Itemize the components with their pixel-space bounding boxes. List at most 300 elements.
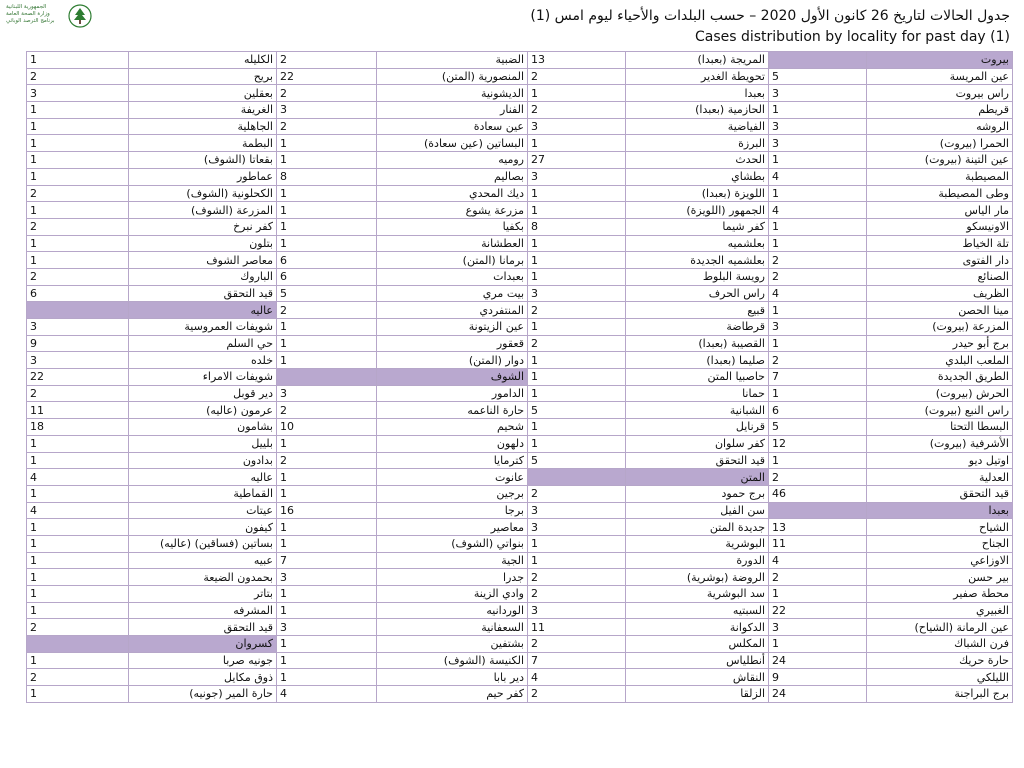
locality-name-cell: المكلس [626, 636, 769, 653]
locality-name-cell: قيد التحقق [867, 485, 1013, 502]
case-count-cell: 7 [528, 652, 626, 669]
locality-name-cell: قيد التحقق [129, 619, 277, 636]
locality-name-cell: بعلشميه [626, 235, 769, 252]
case-count-cell: 13 [528, 52, 626, 69]
case-count-cell: 6 [27, 285, 129, 302]
case-count-cell: 3 [769, 319, 867, 336]
locality-name-cell: الملعب البلدي [867, 352, 1013, 369]
locality-name-cell: برج أبو حيدر [867, 335, 1013, 352]
logo-line: برنامج الترصد الوبائي [6, 18, 55, 24]
locality-name-cell: عين الرمانة (الشياح) [867, 619, 1013, 636]
case-count-cell: 5 [769, 68, 867, 85]
district-heading-cell: الشوف [377, 369, 528, 386]
case-count-cell: 1 [27, 435, 129, 452]
case-count-cell: 2 [528, 586, 626, 603]
locality-name-cell: القصيبة (بعبدا) [626, 335, 769, 352]
table-row [27, 118, 1013, 135]
locality-name-cell: حارة الناعمه [377, 402, 528, 419]
table-row [27, 552, 1013, 569]
locality-name-cell: قيد التحقق [626, 452, 769, 469]
locality-name-cell: الجية [377, 552, 528, 569]
locality-name-cell: اللويزة (بعبدا) [626, 185, 769, 202]
case-count-cell: 1 [27, 485, 129, 502]
case-count-cell: 11 [27, 402, 129, 419]
locality-name-cell: أنطلياس [626, 652, 769, 669]
table-row [27, 52, 1013, 69]
case-count-cell: 2 [769, 252, 867, 269]
locality-name-cell: بعبدا [626, 85, 769, 102]
case-count-cell: 1 [769, 452, 867, 469]
section-fill-cell [528, 469, 626, 486]
locality-name-cell: المريجة (بعبدا) [626, 52, 769, 69]
locality-name-cell: البساتين (عين سعادة) [377, 135, 528, 152]
case-count-cell: 1 [27, 235, 129, 252]
locality-name-cell: السعفانية [377, 619, 528, 636]
locality-name-cell: العطشانة [377, 235, 528, 252]
section-fill-cell [769, 502, 867, 519]
case-count-cell: 4 [277, 686, 377, 703]
case-count-cell: 11 [769, 535, 867, 552]
case-count-cell: 3 [528, 502, 626, 519]
locality-name-cell: بقعاتا (الشوف) [129, 152, 277, 169]
locality-name-cell: معاصر الشوف [129, 252, 277, 269]
case-count-cell: 1 [769, 235, 867, 252]
case-count-cell: 13 [769, 519, 867, 536]
case-count-cell: 2 [277, 302, 377, 319]
locality-name-cell: قيد التحقق [129, 285, 277, 302]
table-row [27, 202, 1013, 219]
district-heading-cell: المتن [626, 469, 769, 486]
table-row [27, 252, 1013, 269]
case-count-cell: 10 [277, 419, 377, 436]
case-count-cell: 2 [528, 686, 626, 703]
locality-name-cell: قعقور [377, 335, 528, 352]
table-row [27, 652, 1013, 669]
locality-name-cell: دير قوبل [129, 385, 277, 402]
locality-name-cell: الزلقا [626, 686, 769, 703]
case-count-cell: 2 [528, 636, 626, 653]
locality-name-cell: المزرعة (الشوف) [129, 202, 277, 219]
cases-table-body [27, 52, 1013, 703]
locality-name-cell: الصنائع [867, 268, 1013, 285]
case-count-cell: 9 [769, 669, 867, 686]
case-count-cell: 6 [277, 252, 377, 269]
table-row [27, 168, 1013, 185]
section-fill-cell [277, 369, 377, 386]
locality-name-cell: بشامون [129, 419, 277, 436]
locality-name-cell: قبيع [626, 302, 769, 319]
table-row [27, 369, 1013, 386]
table-row [27, 218, 1013, 235]
case-count-cell: 1 [528, 435, 626, 452]
locality-name-cell: الليلكي [867, 669, 1013, 686]
case-count-cell: 1 [277, 535, 377, 552]
cedar-emblem-icon [68, 4, 92, 28]
locality-name-cell: بصاليم [377, 168, 528, 185]
case-count-cell: 3 [769, 85, 867, 102]
locality-name-cell: برجا [377, 502, 528, 519]
table-row [27, 319, 1013, 336]
case-count-cell: 1 [769, 218, 867, 235]
case-count-cell: 1 [277, 202, 377, 219]
case-count-cell: 1 [27, 652, 129, 669]
locality-name-cell: راس النبع (بيروت) [867, 402, 1013, 419]
locality-name-cell: عبيه [129, 552, 277, 569]
table-row [27, 636, 1013, 653]
locality-name-cell: الحازمية (بعبدا) [626, 102, 769, 119]
case-count-cell: 3 [277, 385, 377, 402]
locality-name-cell: كفر نبرخ [129, 218, 277, 235]
case-count-cell: 2 [528, 102, 626, 119]
case-count-cell: 5 [277, 285, 377, 302]
table-row [27, 452, 1013, 469]
case-count-cell: 1 [769, 152, 867, 169]
case-count-cell: 46 [769, 485, 867, 502]
locality-name-cell: خلده [129, 352, 277, 369]
table-row [27, 669, 1013, 686]
case-count-cell: 24 [769, 652, 867, 669]
case-count-cell: 1 [528, 85, 626, 102]
locality-name-cell: الحدث [626, 152, 769, 169]
case-count-cell: 3 [769, 135, 867, 152]
locality-name-cell: المنصورية (المتن) [377, 68, 528, 85]
case-count-cell: 2 [769, 569, 867, 586]
cases-table [26, 51, 1013, 703]
locality-name-cell: بعلشميه الجديدة [626, 252, 769, 269]
table-row [27, 302, 1013, 319]
locality-name-cell: سن الفيل [626, 502, 769, 519]
locality-name-cell: راس بيروت [867, 85, 1013, 102]
locality-name-cell: فرن الشباك [867, 636, 1013, 653]
table-row [27, 385, 1013, 402]
locality-name-cell: حمانا [626, 385, 769, 402]
case-count-cell: 2 [277, 85, 377, 102]
table-row [27, 535, 1013, 552]
case-count-cell: 1 [277, 636, 377, 653]
locality-name-cell: دوار (المتن) [377, 352, 528, 369]
locality-name-cell: عيتات [129, 502, 277, 519]
locality-name-cell: عين سعادة [377, 118, 528, 135]
locality-name-cell: عين المريسة [867, 68, 1013, 85]
table-row [27, 268, 1013, 285]
case-count-cell: 12 [769, 435, 867, 452]
case-count-cell: 3 [27, 352, 129, 369]
table-row [27, 586, 1013, 603]
case-count-cell: 1 [27, 552, 129, 569]
case-count-cell: 4 [769, 552, 867, 569]
case-count-cell: 2 [27, 669, 129, 686]
case-count-cell: 1 [528, 369, 626, 386]
locality-name-cell: بتلون [129, 235, 277, 252]
locality-name-cell: كترمايا [377, 452, 528, 469]
locality-name-cell: الاونيسكو [867, 218, 1013, 235]
case-count-cell: 7 [769, 369, 867, 386]
locality-name-cell: حارة حريك [867, 652, 1013, 669]
table-row [27, 435, 1013, 452]
case-count-cell: 2 [277, 118, 377, 135]
locality-name-cell: السبتيه [626, 602, 769, 619]
district-heading-cell: عاليه [129, 302, 277, 319]
case-count-cell: 22 [277, 68, 377, 85]
locality-name-cell: المصيطبة [867, 168, 1013, 185]
locality-name-cell: النقاش [626, 669, 769, 686]
locality-name-cell: الدامور [377, 385, 528, 402]
case-count-cell: 2 [528, 335, 626, 352]
case-count-cell: 3 [769, 118, 867, 135]
locality-name-cell: شويفات الامراء [129, 369, 277, 386]
locality-name-cell: وطى المصيطبة [867, 185, 1013, 202]
locality-name-cell: بساتين (فساقين) (عاليه) [129, 535, 277, 552]
table-row [27, 519, 1013, 536]
case-count-cell: 3 [528, 285, 626, 302]
table-row [27, 502, 1013, 519]
case-count-cell: 1 [27, 168, 129, 185]
locality-name-cell: المنتفردي [377, 302, 528, 319]
locality-name-cell: برج البراجنة [867, 686, 1013, 703]
locality-name-cell: الطريق الجديدة [867, 369, 1013, 386]
table-row [27, 602, 1013, 619]
locality-name-cell: كفر سلوان [626, 435, 769, 452]
locality-name-cell: دار الفتوى [867, 252, 1013, 269]
locality-name-cell: الديشونية [377, 85, 528, 102]
locality-name-cell: مينا الحصن [867, 302, 1013, 319]
case-count-cell: 1 [277, 319, 377, 336]
case-count-cell: 1 [27, 135, 129, 152]
locality-name-cell: بيت مري [377, 285, 528, 302]
locality-name-cell: القماطية [129, 485, 277, 502]
case-count-cell: 2 [277, 402, 377, 419]
report-title-english: Cases distribution by locality for past day (1) [694, 29, 1010, 45]
case-count-cell: 1 [27, 202, 129, 219]
table-row [27, 285, 1013, 302]
case-count-cell: 3 [27, 85, 129, 102]
locality-name-cell: بريح [129, 68, 277, 85]
case-count-cell: 4 [27, 469, 129, 486]
case-count-cell: 1 [27, 118, 129, 135]
locality-name-cell: بشتفين [377, 636, 528, 653]
locality-name-cell: بعقلين [129, 85, 277, 102]
case-count-cell: 6 [277, 268, 377, 285]
locality-name-cell: البسطا التحتا [867, 419, 1013, 436]
case-count-cell: 1 [277, 519, 377, 536]
case-count-cell: 1 [27, 569, 129, 586]
table-row [27, 619, 1013, 636]
locality-name-cell: عرمون (عاليه) [129, 402, 277, 419]
case-count-cell: 5 [528, 452, 626, 469]
case-count-cell: 2 [528, 68, 626, 85]
section-fill-cell [27, 636, 129, 653]
case-count-cell: 1 [528, 319, 626, 336]
locality-name-cell: بدادون [129, 452, 277, 469]
locality-name-cell: برجين [377, 485, 528, 502]
case-count-cell: 22 [769, 602, 867, 619]
case-count-cell: 4 [769, 168, 867, 185]
locality-name-cell: صليما (بعبدا) [626, 352, 769, 369]
case-count-cell: 1 [528, 385, 626, 402]
locality-name-cell: الجمهور (اللويزة) [626, 202, 769, 219]
case-count-cell: 2 [27, 268, 129, 285]
case-count-cell: 3 [528, 602, 626, 619]
locality-name-cell: بير حسن [867, 569, 1013, 586]
case-count-cell: 1 [528, 235, 626, 252]
locality-name-cell: حارة المير (جونيه) [129, 686, 277, 703]
case-count-cell: 7 [277, 552, 377, 569]
locality-name-cell: الباروك [129, 268, 277, 285]
case-count-cell: 22 [27, 369, 129, 386]
locality-name-cell: الجاهلية [129, 118, 277, 135]
case-count-cell: 2 [27, 68, 129, 85]
case-count-cell: 4 [27, 502, 129, 519]
locality-name-cell: الأشرفية (بيروت) [867, 435, 1013, 452]
district-heading-cell: بيروت [867, 52, 1013, 69]
locality-name-cell: الجناح [867, 535, 1013, 552]
case-count-cell: 5 [769, 419, 867, 436]
case-count-cell: 3 [528, 118, 626, 135]
case-count-cell: 4 [769, 202, 867, 219]
locality-name-cell: الوردانيه [377, 602, 528, 619]
case-count-cell: 1 [27, 535, 129, 552]
case-count-cell: 1 [528, 419, 626, 436]
locality-name-cell: حاصبيا المتن [626, 369, 769, 386]
case-count-cell: 1 [528, 268, 626, 285]
locality-name-cell: تحويطة الغدير [626, 68, 769, 85]
locality-name-cell: الاوزاعي [867, 552, 1013, 569]
case-count-cell: 1 [27, 252, 129, 269]
locality-name-cell: مزرعة يشوع [377, 202, 528, 219]
locality-name-cell: المشرفه [129, 602, 277, 619]
case-count-cell: 18 [27, 419, 129, 436]
locality-name-cell: الحرش (بيروت) [867, 385, 1013, 402]
locality-name-cell: اوتيل ديو [867, 452, 1013, 469]
case-count-cell: 1 [27, 52, 129, 69]
locality-name-cell: الشبانية [626, 402, 769, 419]
district-heading-cell: كسروان [129, 636, 277, 653]
table-row [27, 686, 1013, 703]
locality-name-cell: الفياضية [626, 118, 769, 135]
case-count-cell: 1 [27, 519, 129, 536]
locality-name-cell: الضبية [377, 52, 528, 69]
case-count-cell: 2 [27, 218, 129, 235]
table-row [27, 485, 1013, 502]
case-count-cell: 3 [769, 619, 867, 636]
case-count-cell: 1 [277, 669, 377, 686]
case-count-cell: 9 [27, 335, 129, 352]
table-row [27, 469, 1013, 486]
case-count-cell: 24 [769, 686, 867, 703]
locality-name-cell: وادي الزينة [377, 586, 528, 603]
locality-name-cell: بنواتي (الشوف) [377, 535, 528, 552]
locality-name-cell: مار الياس [867, 202, 1013, 219]
case-count-cell: 1 [528, 202, 626, 219]
locality-name-cell: راس الحرف [626, 285, 769, 302]
case-count-cell: 1 [769, 302, 867, 319]
case-count-cell: 1 [277, 218, 377, 235]
locality-name-cell: شويفات العمروسية [129, 319, 277, 336]
table-row [27, 402, 1013, 419]
locality-name-cell: الشياح [867, 519, 1013, 536]
case-count-cell: 5 [528, 402, 626, 419]
case-count-cell: 3 [27, 319, 129, 336]
case-count-cell: 1 [528, 552, 626, 569]
case-count-cell: 6 [769, 402, 867, 419]
case-count-cell: 1 [27, 586, 129, 603]
case-count-cell: 1 [277, 485, 377, 502]
locality-name-cell: قريطم [867, 102, 1013, 119]
case-count-cell: 1 [769, 185, 867, 202]
table-row [27, 85, 1013, 102]
locality-name-cell: كفر حيم [377, 686, 528, 703]
case-count-cell: 3 [277, 102, 377, 119]
locality-name-cell: الفنار [377, 102, 528, 119]
case-count-cell: 1 [27, 102, 129, 119]
case-count-cell: 1 [277, 335, 377, 352]
locality-name-cell: رويسة البلوط [626, 268, 769, 285]
case-count-cell: 3 [528, 168, 626, 185]
locality-name-cell: البوشرية [626, 535, 769, 552]
case-count-cell: 2 [769, 352, 867, 369]
locality-name-cell: حي السلم [129, 335, 277, 352]
locality-name-cell: الكليله [129, 52, 277, 69]
section-fill-cell [769, 52, 867, 69]
case-count-cell: 1 [769, 335, 867, 352]
case-count-cell: 1 [277, 469, 377, 486]
case-count-cell: 8 [528, 218, 626, 235]
table-row [27, 68, 1013, 85]
locality-name-cell: بحمدون الضيعة [129, 569, 277, 586]
locality-name-cell: الغريفة [129, 102, 277, 119]
locality-name-cell: بطشاي [626, 168, 769, 185]
case-count-cell: 2 [528, 485, 626, 502]
case-count-cell: 1 [27, 602, 129, 619]
table-row [27, 152, 1013, 169]
locality-name-cell: تلة الخياط [867, 235, 1013, 252]
case-count-cell: 2 [277, 452, 377, 469]
locality-name-cell: بعبدات [377, 268, 528, 285]
ministry-logo [6, 4, 96, 32]
locality-name-cell: ذوق مكايل [129, 669, 277, 686]
table-row [27, 419, 1013, 436]
case-count-cell: 1 [277, 185, 377, 202]
case-count-cell: 1 [277, 586, 377, 603]
case-count-cell: 2 [528, 302, 626, 319]
locality-name-cell: عاليه [129, 469, 277, 486]
report-title-arabic: جدول الحالات لتاريخ 26 كانون الأول 2020 – حسب البلدات والأحياء ليوم امس (1) [530, 8, 1010, 24]
locality-name-cell: برمانا (المتن) [377, 252, 528, 269]
locality-name-cell: البطمة [129, 135, 277, 152]
locality-name-cell: ديك المحدي [377, 185, 528, 202]
case-count-cell: 1 [277, 652, 377, 669]
table-row [27, 235, 1013, 252]
case-count-cell: 1 [277, 135, 377, 152]
locality-name-cell: عين التينة (بيروت) [867, 152, 1013, 169]
case-count-cell: 27 [528, 152, 626, 169]
case-count-cell: 8 [277, 168, 377, 185]
table-row [27, 569, 1013, 586]
locality-name-cell: العدلية [867, 469, 1013, 486]
locality-name-cell: البرزة [626, 135, 769, 152]
locality-name-cell: بكفيا [377, 218, 528, 235]
table-row [27, 135, 1013, 152]
case-count-cell: 1 [769, 102, 867, 119]
table-row [27, 185, 1013, 202]
locality-name-cell: قرنايل [626, 419, 769, 436]
case-count-cell: 1 [528, 135, 626, 152]
locality-name-cell: دير بابا [377, 669, 528, 686]
locality-name-cell: بلييل [129, 435, 277, 452]
case-count-cell: 2 [769, 469, 867, 486]
case-count-cell: 1 [27, 452, 129, 469]
locality-name-cell: كفر شيما [626, 218, 769, 235]
